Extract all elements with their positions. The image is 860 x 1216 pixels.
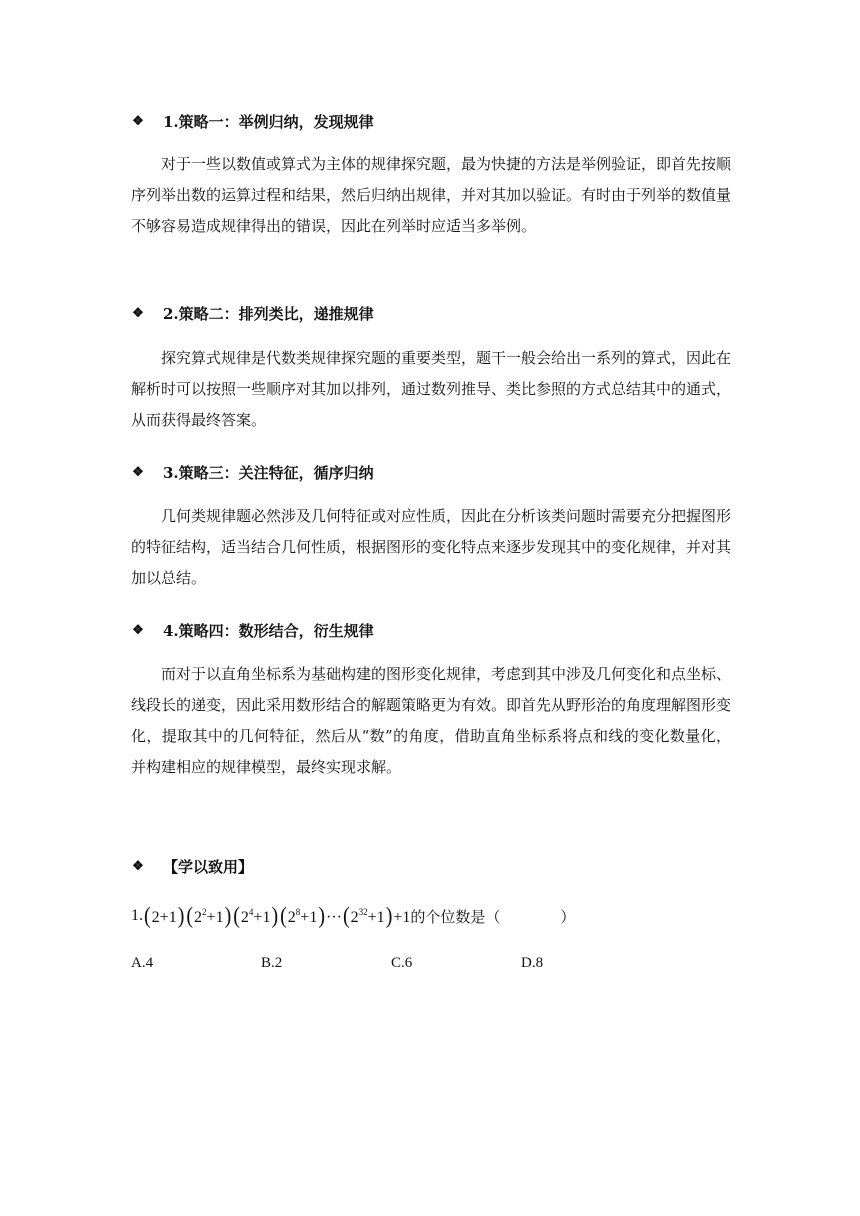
section-4-body: 而对于以直角坐标系为基础构建的图形变化规律，考虑到其中涉及几何变化和点坐标、线段长的递变，因此采用数形结合的解题策略更为有效。即首先从野形治的角度理解图形变化，提取其中的几何特征，然后从“数”的角度，借助直角坐标系将点和线的变化数量化，并构建相应的规律模型，最终实现求解。 xyxy=(131,665,732,776)
section-3-heading xyxy=(131,459,374,485)
section-1-body: 对于一些以数值或算式为主体的规律探究题，最为快捷的方法是举例验证，即首先按顺序列举出数的运算过程和结果，然后归纳出规律，并对其加以验证。有时由于列举的数值量不够容易造成规律得出的错误，因此在列举时应适当多举例。 xyxy=(131,155,732,235)
question-text: 的个位数是（ xyxy=(410,907,501,926)
question-number: 1. xyxy=(131,907,143,924)
practice-heading xyxy=(131,853,253,879)
section-1-title: 1.策略一：举例归纳，发现规律 xyxy=(163,112,374,131)
practice-title: 【学以致用】 xyxy=(163,857,254,876)
diamond-bullet-icon: ❖ xyxy=(132,305,144,321)
section-2-heading xyxy=(131,300,374,326)
question-1 xyxy=(131,904,575,928)
diamond-bullet-icon: ❖ xyxy=(132,858,144,874)
option-b: B.2 xyxy=(261,954,283,971)
section-3-body: 几何类规律题必然涉及几何特征或对应性质，因此在分析该类问题时需要充分把握图形的特征结构，适当结合几何性质，根据图形的变化特点来逐步发现其中的变化规律，并对其加以总结。 xyxy=(131,507,732,587)
section-2-title: 2.策略二：排列类比，递推规律 xyxy=(163,304,374,323)
section-3-title: 3.策略三：关注特征，循序归纳 xyxy=(163,463,374,482)
section-1-heading xyxy=(131,108,374,134)
section-4-title: 4.策略四：数形结合，衍生规律 xyxy=(163,621,374,640)
question-close-paren: ） xyxy=(560,907,576,926)
diamond-bullet-icon: ❖ xyxy=(132,622,144,638)
question-expression: (2+1) $(2^2+1)$ $(2^4+1)$ $(2^8+1)\cdot\cdot\cdot(2^{32}+1)+1$ xyxy=(144,902,411,929)
section-4-heading xyxy=(131,617,374,643)
section-2-body: 探究算式规律是代数类规律探究题的重要类型，题干一般会给出一系列的算式，因此在解析时可以按照一些顺序对其加以排列，通过数列推导、类比参照的方式总结其中的通式，从而获得最终答案。 xyxy=(131,349,732,429)
diamond-bullet-icon: ❖ xyxy=(132,464,144,480)
option-c: C.6 xyxy=(391,954,413,971)
option-a: A.4 xyxy=(131,954,154,971)
diamond-bullet-icon: ❖ xyxy=(132,113,144,129)
option-d: D.8 xyxy=(521,954,544,971)
